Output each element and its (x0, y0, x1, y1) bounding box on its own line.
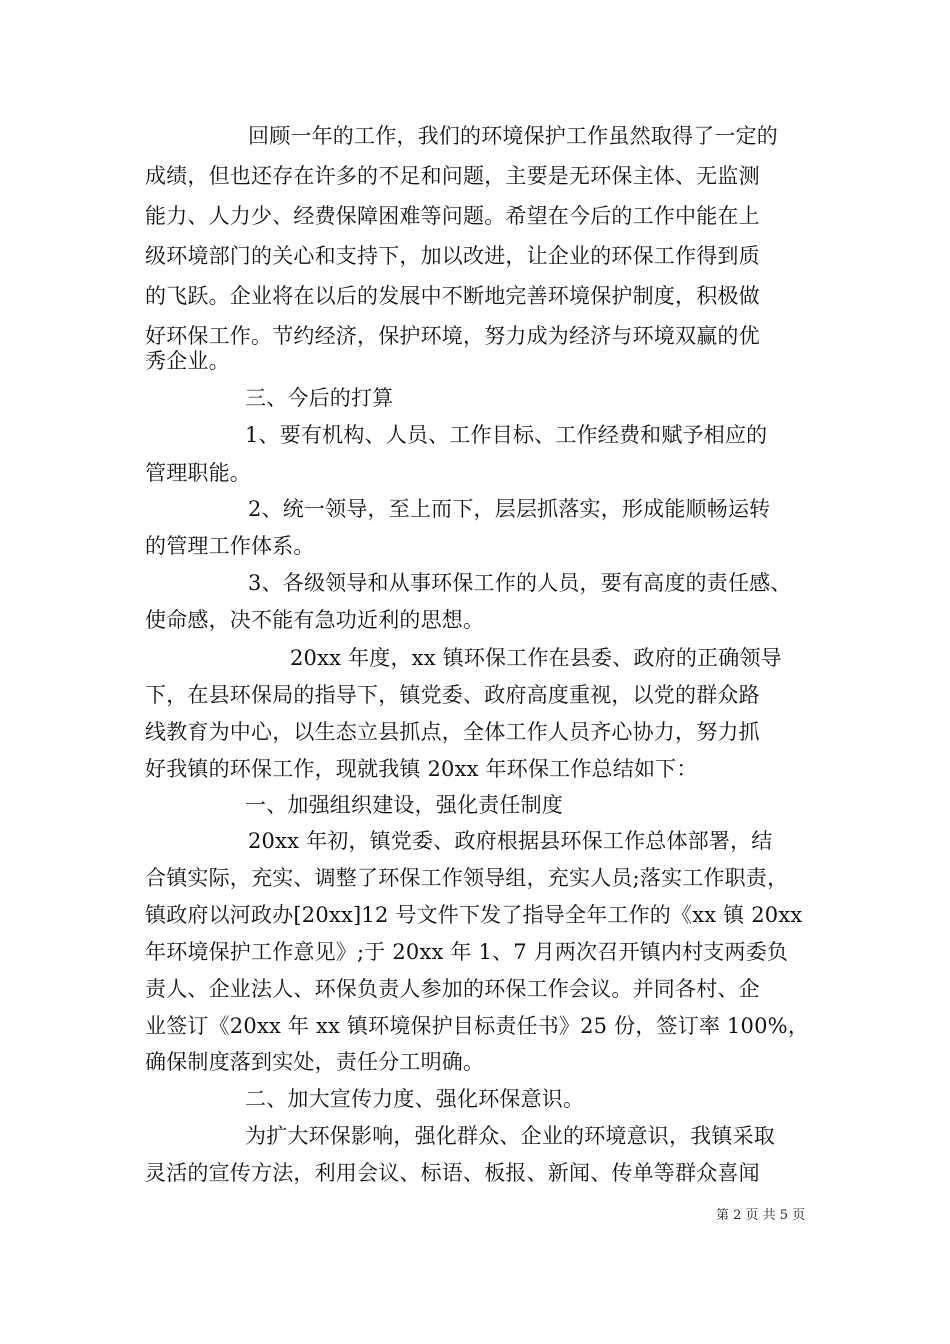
body-line: 管理职能。 (145, 461, 251, 485)
body-line: 灵活的宣传方法，利用会议、标语、板报、新闻、传单等群众喜闻 (145, 1161, 760, 1185)
body-line: 年环境保护工作意见》;于 20xx 年 1、7 月两次召开镇内村支两委负 (145, 940, 789, 964)
body-line: 3、各级领导和从事环保工作的人员，要有高度的责任感、 (248, 571, 792, 595)
body-line: 下，在县环保局的指导下，镇党委、政府高度重视，以党的群众路 (145, 683, 760, 707)
body-line: 20xx 年度，xx 镇环保工作在县委、政府的正确领导 (290, 646, 782, 670)
page-number-footer: 第 2 页 共 5 页 (716, 1208, 806, 1223)
body-line: 成绩，但也还存在许多的不足和问题，主要是无环保主体、无监测 (145, 164, 760, 188)
body-line: 2、统一领导，至上而下，层层抓落实，形成能顺畅运转 (248, 497, 771, 521)
body-line: 确保制度落到实处，责任分工明确。 (145, 1050, 485, 1074)
body-line: 线教育为中心，以生态立县抓点，全体工作人员齐心协力，努力抓 (145, 720, 760, 744)
section-heading: 二、加大宣传力度、强化环保意识。 (245, 1087, 585, 1111)
body-line: 能力、人力少、经费保障困难等问题。希望在今后的工作中能在上 (145, 204, 760, 228)
body-line: 级环境部门的关心和支持下，加以改进，让企业的环保工作得到质 (145, 244, 760, 268)
body-line: 秀企业。 (145, 349, 230, 373)
body-line: 责人、企业法人、环保负责人参加的环保工作会议。并同各村、企 (145, 977, 760, 1001)
body-line: 合镇实际，充实、调整了环保工作领导组，充实人员;落实工作职责， (145, 866, 789, 890)
body-line: 好环保工作。节约经济，保护环境，努力成为经济与环境双赢的优 (145, 324, 760, 348)
section-heading: 一、加强组织建设，强化责任制度 (245, 793, 563, 817)
body-line: 1、要有机构、人员、工作目标、工作经费和赋予相应的 (245, 423, 768, 447)
body-line: 使命感，决不能有急功近利的思想。 (145, 608, 485, 632)
body-line: 20xx 年初，镇党委、政府根据县环保工作总体部署，结 (248, 829, 773, 853)
body-line: 为扩大环保影响，强化群众、企业的环境意识，我镇采取 (245, 1124, 775, 1148)
body-line: 镇政府以河政办[20xx]12 号文件下发了指导全年工作的《xx 镇 20xx (145, 903, 803, 927)
body-line: 好我镇的环保工作，现就我镇 20xx 年环保工作总结如下： (145, 757, 698, 781)
body-line: 业签订《20xx 年 xx 镇环境保护目标责任书》25 份，签订率 100%， (145, 1014, 810, 1038)
body-line: 的管理工作体系。 (145, 534, 315, 558)
section-heading: 三、今后的打算 (245, 386, 394, 410)
body-line: 的飞跃。企业将在以后的发展中不断地完善环境保护制度，积极做 (145, 284, 760, 308)
body-line: 回顾一年的工作，我们的环境保护工作虽然取得了一定的 (248, 124, 778, 148)
